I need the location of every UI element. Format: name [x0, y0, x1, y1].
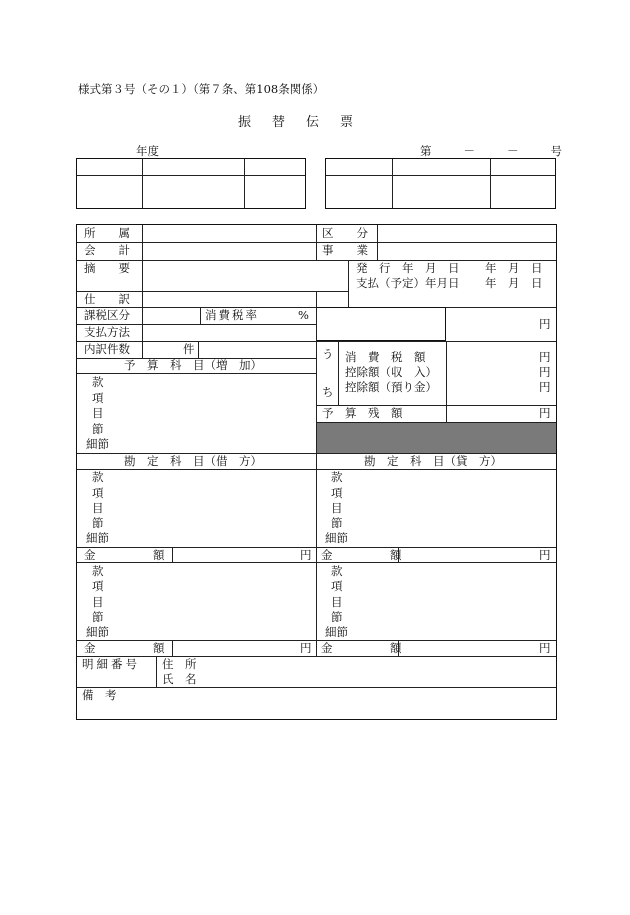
credit2-item-moku: 目	[331, 595, 343, 609]
payment-planned-date-label: 支払（予定）年月日	[356, 276, 460, 290]
debit-item-setsu: 節	[92, 516, 104, 530]
credit2-item-saisetsu: 細節	[325, 625, 348, 639]
page-title: 振 替 伝 票	[238, 115, 358, 130]
business-label: 事 業	[322, 243, 368, 257]
debit2-item-kou: 項	[92, 579, 104, 593]
consumption-tax-yen: 円	[539, 350, 551, 364]
credit-item-kou: 項	[331, 486, 343, 500]
count-unit: 件	[183, 342, 195, 356]
debit2-amount-yen: 円	[300, 641, 312, 655]
tax-rate-label: 消費税率	[205, 308, 259, 322]
divider	[338, 342, 339, 405]
remarks-label: 備 考	[82, 688, 117, 702]
divider	[244, 159, 245, 208]
summary-label: 摘 要	[84, 261, 130, 275]
debit2-item-setsu: 節	[92, 610, 104, 624]
credit2-amount-label: 金 額	[321, 641, 402, 655]
amount-box	[316, 307, 446, 341]
budget-item-setsu: 節	[92, 422, 104, 436]
debit2-item-kan: 款	[92, 564, 104, 578]
tax-class-label: 課税区分	[84, 308, 130, 322]
deduction-income-yen: 円	[539, 365, 551, 379]
divider	[142, 159, 143, 208]
credit-header: 勘 定 科 目（貸 方）	[364, 454, 502, 468]
debit2-amount-label: 金 額	[84, 641, 165, 655]
divider	[490, 159, 491, 208]
deduction-income-label: 控除額（収 入）	[345, 365, 437, 379]
voucher-number-label: 第 － － 号	[420, 144, 565, 158]
address-label: 住 所	[162, 657, 197, 671]
divider	[172, 547, 173, 562]
divider	[316, 453, 317, 656]
credit2-amount-yen: 円	[539, 641, 551, 655]
percent-sign: %	[298, 308, 309, 322]
divider	[142, 225, 143, 359]
divider	[77, 242, 556, 243]
debit2-item-moku: 目	[92, 595, 104, 609]
divider	[156, 657, 157, 687]
debit-amount-label: 金 額	[84, 548, 165, 562]
credit-item-saisetsu: 細節	[325, 531, 348, 545]
debit-item-moku: 目	[92, 501, 104, 515]
debit-item-kan: 款	[92, 470, 104, 484]
debit2-item-saisetsu: 細節	[86, 625, 109, 639]
divider	[326, 175, 555, 176]
breakdown-label: 仕 訳	[84, 292, 130, 306]
accounting-label: 会 計	[84, 243, 130, 257]
credit2-item-kou: 項	[331, 579, 343, 593]
budget-increase-header: 予 算 科 目（増 加）	[124, 358, 262, 372]
divider	[172, 640, 173, 656]
amount-yen: 円	[539, 317, 551, 331]
issue-date-label: 発 行 年 月 日	[356, 261, 460, 275]
credit-amount-yen: 円	[539, 548, 551, 562]
payment-method-label: 支払方法	[84, 325, 130, 339]
credit-item-kan: 款	[331, 470, 343, 484]
fiscal-year-box	[76, 158, 306, 209]
deduction-deposit-label: 控除額（預り金）	[345, 380, 437, 394]
credit-item-moku: 目	[331, 501, 343, 515]
category-label: 区 分	[322, 226, 368, 240]
budget-balance-label: 予 算 残 額	[322, 406, 403, 420]
affiliation-label: 所 属	[84, 226, 130, 240]
shaded-cell	[317, 423, 556, 453]
deduction-deposit-yen: 円	[539, 380, 551, 394]
credit2-item-kan: 款	[331, 564, 343, 578]
budget-item-kou: 項	[92, 391, 104, 405]
debit-header: 勘 定 科 目（借 方）	[124, 454, 262, 468]
credit2-item-setsu: 節	[331, 610, 343, 624]
divider	[316, 225, 317, 261]
voucher-number-box	[325, 158, 556, 209]
divider	[77, 687, 556, 688]
fiscal-year-label: 年度	[136, 144, 159, 158]
divider	[446, 342, 447, 422]
divider	[77, 562, 556, 563]
budget-item-kan: 款	[92, 375, 104, 389]
credit-item-setsu: 節	[331, 516, 343, 530]
divider	[198, 342, 199, 358]
divider	[77, 373, 316, 374]
consumption-tax-label: 消 費 税 額	[345, 350, 426, 364]
debit-amount-yen: 円	[300, 548, 312, 562]
debit-item-kou: 項	[92, 486, 104, 500]
divider	[77, 175, 305, 176]
issue-date-ymd: 年 月 日	[485, 261, 543, 275]
uchi-char-1: う	[322, 347, 334, 361]
credit-amount-label: 金 額	[321, 548, 402, 562]
debit-item-saisetsu: 細節	[86, 531, 109, 545]
form-number: 様式第３号（その１）（第７条、第108条関係）	[78, 82, 325, 96]
budget-balance-yen: 円	[539, 406, 551, 420]
divider	[392, 159, 393, 208]
divider	[348, 261, 349, 307]
divider	[377, 225, 378, 261]
budget-item-saisetsu: 細節	[86, 437, 109, 451]
name-label: 氏 名	[162, 672, 197, 686]
payment-planned-date-ymd: 年 月 日	[485, 276, 543, 290]
divider	[316, 341, 556, 342]
uchi-char-2: ち	[322, 385, 334, 399]
divider	[77, 656, 556, 657]
divider	[200, 308, 201, 324]
item-count-label: 内訳件数	[84, 342, 130, 356]
detail-number-label: 明細番号	[82, 657, 140, 671]
budget-item-moku: 目	[92, 406, 104, 420]
